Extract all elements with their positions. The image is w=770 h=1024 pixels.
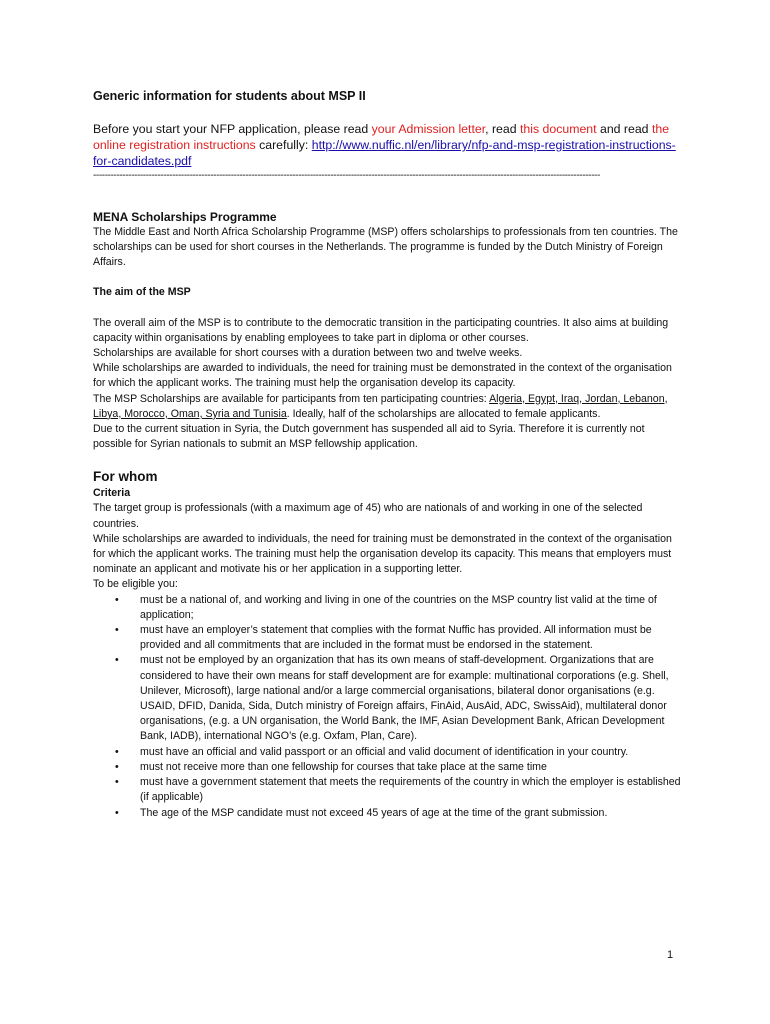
bullet-icon: • (115, 806, 119, 819)
list-item-text: must have an employer’s statement that complies with the format Nuffic has provided. All information must be provided and all commitments that are included in the format must be endorsed in the statement. (140, 624, 652, 652)
document-title: Generic information for students about MSP II (93, 89, 366, 103)
list-item-text: must be a national of, and working and living in one of the countries on the MSP country list valid at the time of application; (140, 593, 657, 621)
list-item (93, 593, 683, 623)
admission-letter-highlight: your Admission letter (371, 122, 486, 136)
mena-description: The Middle East and North Africa Scholarship Programme (MSP) offers scholarships to professionals from ten countries. The scholarships can be used for short courses in the Netherlands. The programme is funded by the Dutch Ministry of Foreign Affairs. (93, 226, 678, 269)
list-item-text: must have a government statement that meets the requirements of the country in which the employer is established (if applicable) (140, 776, 681, 804)
intro-paragraph (93, 121, 683, 169)
countries-suffix: . Ideally, half of the scholarships are allocated to female applicants. (286, 407, 601, 420)
list-item (93, 745, 683, 760)
aim-paragraph-1: The overall aim of the MSP is to contribute to the democratic transition in the participating countries. It also aims at building capacity within organisations by enabling employees to take part in diploma or other courses. (93, 316, 669, 344)
document-content (93, 88, 683, 821)
list-item-text: must not be employed by an organization that has its own means of staff-development. Organizations that are considered to have their own means for staff development are for example: multinational corporations (e.g. Shell, Unilever, Microsoft), large national and/or a large commercial organisations, bilateral donor organisations (e.g. USAID, DFID, Danida, Sida, Dutch ministry of Foreign affairs, FinAid, AusAid, ADC, SwissAid), multilateral donor organisations, (e.g. a UN organisation, the World Bank, the IMF, Asian Development Bank, African Development Bank, IADB), international NGO’s (e.g. Oxfam, Plan, Care). (140, 654, 669, 743)
list-item (93, 623, 683, 653)
aim-countries-paragraph (93, 392, 683, 422)
aim-section-body (93, 316, 683, 453)
intro-text-4: carefully: (255, 138, 312, 152)
list-item (93, 653, 683, 744)
list-item-text: must not receive more than one fellowship for courses that take place at the same time (140, 760, 547, 773)
list-item (93, 775, 683, 805)
intro-text-2: , read (485, 122, 520, 136)
aim-paragraph-2: Scholarships are available for short courses with a duration between two and twelve weeks. (93, 347, 523, 360)
intro-text-1: Before you start your NFP application, please read (93, 122, 372, 136)
this-document-highlight: this document (520, 122, 597, 136)
page-number: 1 (667, 949, 674, 961)
registration-instructions-link[interactable]: http://www.nuffic.nl/en/library/nfp-and-msp-registration-instructions-for-candidates.pdf (93, 138, 676, 168)
criteria-paragraph-1: The target group is professionals (with a maximum age of 45) who are nationals of and working in one of the selected countries. (93, 502, 643, 530)
bullet-icon: • (115, 624, 119, 637)
aim-paragraph-3: While scholarships are awarded to individuals, the need for training must be demonstrated in the context of the organisation for which the applicant works. The training must help the organisation develop its capacity. (93, 362, 672, 390)
mena-section-title: MENA Scholarships Programme (93, 210, 277, 224)
eligibility-intro: To be eligible you: (93, 578, 178, 591)
criteria-paragraph-2: While scholarships are awarded to individuals, the need for training must be demonstrated in the context of the organisation for which the applicant works. The training must help the organisation develop its capacity. This means that employers must nominate an applicant and motivate his or her application in a supporting letter. (93, 532, 672, 576)
countries-list: Algeria, Egypt, Iraq, Jordan, Lebanon, Libya, Morocco, Oman, Syria and Tunisia (93, 392, 668, 420)
countries-prefix: The MSP Scholarships are available for participants from ten participating countries: (93, 392, 490, 405)
registration-instructions-highlight: the online registration instructions (93, 122, 670, 152)
dashed-divider: ----------------------------------------------------------------------------------------------------------------------------------------------------------------------------- (93, 170, 600, 181)
bullet-icon: • (115, 654, 119, 667)
aim-section-title: The aim of the MSP (93, 285, 191, 298)
bullet-icon: • (115, 760, 119, 773)
list-item-text: must have an official and valid passport or an official and valid document of identification in your country. (140, 745, 629, 758)
intro-text-3: and read (596, 122, 652, 136)
list-item (93, 760, 683, 775)
criteria-title: Criteria (93, 487, 131, 500)
bullet-icon: • (115, 593, 119, 606)
syria-notice: Due to the current situation in Syria, the Dutch government has suspended all aid to Syria. Therefore it is currently not possible for Syrian nationals to submit an MSP fellowship application. (93, 423, 645, 451)
bullet-icon: • (115, 745, 119, 758)
bullet-icon: • (115, 776, 119, 789)
eligibility-list (93, 593, 683, 821)
list-item-text: The age of the MSP candidate must not exceed 45 years of age at the time of the grant submission. (140, 806, 608, 819)
list-item (93, 806, 683, 821)
for-whom-title: For whom (93, 469, 158, 485)
